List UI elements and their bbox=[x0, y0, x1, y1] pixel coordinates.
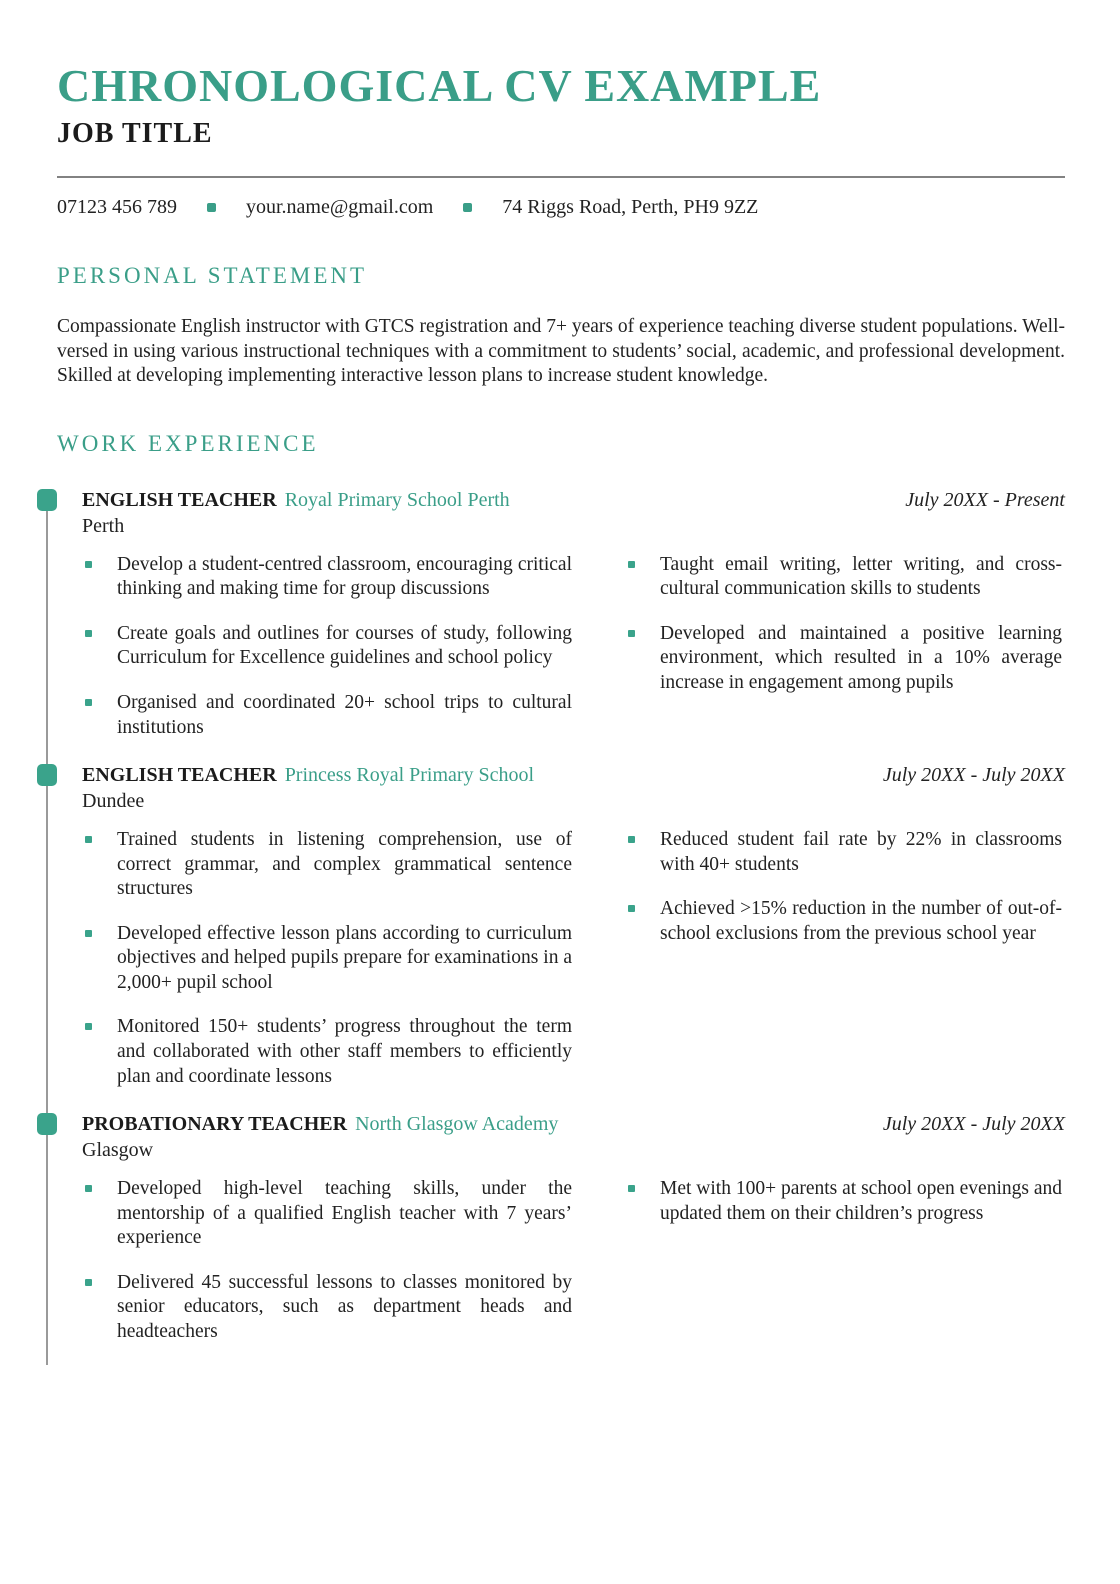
bullet-square-icon bbox=[85, 1185, 92, 1192]
bullet-item bbox=[82, 828, 572, 902]
job-location: Glasgow bbox=[82, 1139, 154, 1162]
job-dates: July 20XX - Present bbox=[905, 488, 1065, 511]
bullet-item bbox=[82, 553, 572, 602]
bullet-item bbox=[82, 622, 572, 671]
job-company: North Glasgow Academy bbox=[355, 1113, 559, 1136]
job-header bbox=[82, 1111, 1065, 1137]
bullet-text: Developed and maintained a positive learning environment, which resulted in a 10% average increase in engagement among pupils bbox=[660, 622, 1062, 693]
bullet-text: Developed high-level teaching skills, under the mentorship of a qualified English teacher with 7 years’ experience bbox=[117, 1178, 572, 1249]
bullet-square-icon bbox=[85, 930, 92, 937]
bullet-text: Delivered 45 successful lessons to classes monitored by senior educators, such as department heads and headteachers bbox=[117, 1271, 572, 1342]
contact-email: your.name@gmail.com bbox=[246, 196, 434, 219]
cv-job-title: JOB TITLE bbox=[57, 117, 213, 149]
job-location: Perth bbox=[82, 514, 125, 537]
bullet-square-icon bbox=[85, 561, 92, 568]
job-role: PROBATIONARY TEACHER bbox=[82, 1113, 348, 1136]
experience-timeline bbox=[82, 487, 1065, 1345]
bullet-text: Met with 100+ parents at school open evenings and updated them on their children’s progress bbox=[660, 1178, 1062, 1224]
bullet-item bbox=[625, 828, 1062, 877]
bullet-list-left bbox=[82, 828, 572, 1089]
bullet-square-icon bbox=[85, 630, 92, 637]
bullet-item bbox=[625, 622, 1062, 696]
bullet-text: Reduced student fail rate by 22% in classrooms with 40+ students bbox=[660, 829, 1062, 875]
job-bullet-columns bbox=[82, 553, 1065, 740]
bullet-text: Create goals and outlines for courses of study, following Curriculum for Excellence guidelines and school policy bbox=[117, 622, 572, 669]
job-role: ENGLISH TEACHER bbox=[82, 488, 277, 511]
bullet-text: Monitored 150+ students’ progress throughout the term and collaborated with other staff members to efficiently plan and coordinate lessons bbox=[117, 1016, 572, 1087]
bullet-text: Trained students in listening comprehension, use of correct grammar, and complex grammatical sentence structures bbox=[117, 829, 572, 900]
bullet-item bbox=[625, 897, 1062, 946]
bullet-square-icon bbox=[85, 1279, 92, 1286]
bullet-list-left bbox=[82, 1177, 572, 1344]
job-entry bbox=[82, 1111, 1065, 1344]
bullet-item bbox=[82, 1015, 572, 1089]
contact-phone: 07123 456 789 bbox=[57, 196, 177, 219]
job-dates: July 20XX - July 20XX bbox=[882, 764, 1065, 787]
bullet-text: Organised and coordinated 20+ school trips to cultural institutions bbox=[117, 691, 572, 738]
job-role: ENGLISH TEACHER bbox=[82, 764, 277, 787]
bullet-item bbox=[625, 1177, 1062, 1226]
bullet-list-left bbox=[82, 553, 572, 740]
bullet-square-icon bbox=[628, 630, 635, 637]
bullet-square-icon bbox=[85, 836, 92, 843]
bullet-square-icon bbox=[85, 699, 92, 706]
job-dates: July 20XX - July 20XX bbox=[882, 1113, 1065, 1136]
bullet-item bbox=[82, 1271, 572, 1345]
bullet-square-icon bbox=[85, 1023, 92, 1030]
contact-separator-icon bbox=[207, 203, 216, 212]
bullet-text: Taught email writing, letter writing, and cross-cultural communication skills to students bbox=[660, 553, 1062, 600]
bullet-text: Developed effective lesson plans according to curriculum objectives and helped pupils prepare for examinations in a 2,000+ pupil school bbox=[117, 922, 572, 993]
contact-bar bbox=[57, 196, 1065, 219]
bullet-square-icon bbox=[628, 1185, 635, 1192]
header-divider bbox=[57, 176, 1065, 178]
cv-title: CHRONOLOGICAL CV EXAMPLE bbox=[57, 60, 822, 111]
personal-statement-text: Compassionate English instructor with GTCS registration and 7+ years of experience teaching diverse student populations. Well-versed in using various instructional techniques with a commitment to students’ social, academic, and professional development. Skilled at developing implementing interactive lesson plans to increase student knowledge. bbox=[57, 316, 1065, 387]
job-company: Royal Primary School Perth bbox=[284, 488, 510, 511]
timeline-marker-icon bbox=[37, 764, 57, 786]
job-header bbox=[82, 487, 1065, 513]
work-experience-heading: WORK EXPERIENCE bbox=[57, 430, 319, 456]
job-location: Dundee bbox=[82, 790, 145, 813]
contact-address: 74 Riggs Road, Perth, PH9 9ZZ bbox=[502, 196, 759, 219]
bullet-list-right bbox=[625, 828, 1062, 1089]
bullet-square-icon bbox=[628, 561, 635, 568]
job-company: Princess Royal Primary School bbox=[284, 764, 535, 787]
bullet-square-icon bbox=[628, 836, 635, 843]
personal-statement-heading: PERSONAL STATEMENT bbox=[57, 263, 368, 289]
contact-separator-icon bbox=[463, 203, 472, 212]
timeline-marker-icon bbox=[37, 489, 57, 511]
bullet-item bbox=[82, 691, 572, 740]
bullet-text: Develop a student-centred classroom, encouraging critical thinking and making time for group discussions bbox=[117, 553, 572, 600]
job-bullet-columns bbox=[82, 828, 1065, 1089]
job-entry bbox=[82, 487, 1065, 740]
bullet-item bbox=[625, 553, 1062, 602]
bullet-item bbox=[82, 1177, 572, 1251]
bullet-text: Achieved >15% reduction in the number of out-of-school exclusions from the previous school year bbox=[660, 898, 1062, 944]
bullet-list-right bbox=[625, 1177, 1062, 1344]
timeline-marker-icon bbox=[37, 1113, 57, 1135]
bullet-item bbox=[82, 922, 572, 996]
bullet-list-right bbox=[625, 553, 1062, 740]
job-bullet-columns bbox=[82, 1177, 1065, 1344]
bullet-square-icon bbox=[628, 905, 635, 912]
job-entry bbox=[82, 762, 1065, 1089]
job-header bbox=[82, 762, 1065, 788]
